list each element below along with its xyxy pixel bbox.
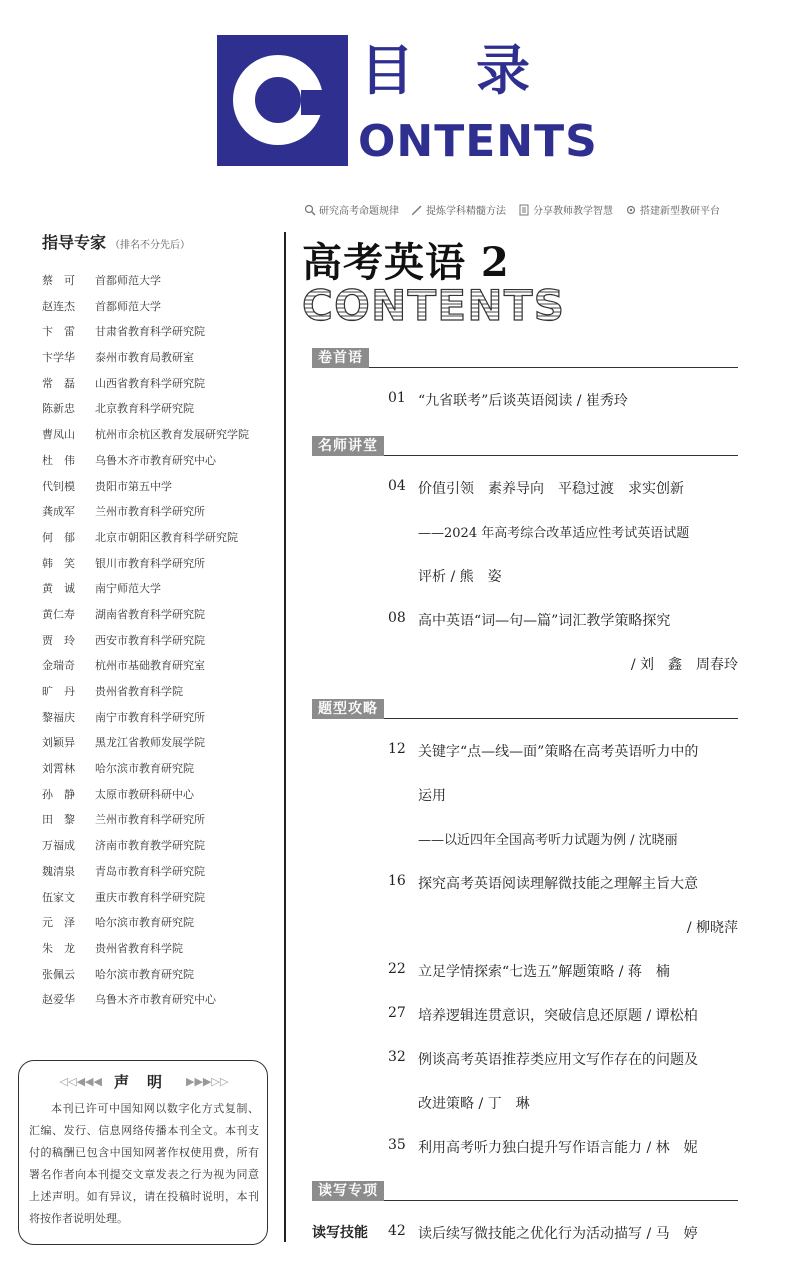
section-header-lecture: 名师讲堂 [312, 435, 738, 456]
statement-text: 本刊已许可中国知网以数字化方式复制、汇编、发行、信息网络传播本刊全文。本刊支付的稿酬已包含中国知网著作权使用费，所有署名作者向本刊提交文章发表之行为视为同意上述声明。如有异议，请在投稿时说明，本刊将按作者说明处理。 [29, 1102, 259, 1225]
expert-row: 田 黎 兰州市教育科学研究所 [42, 813, 205, 827]
document-icon [518, 204, 530, 216]
experts-note: （排名不分先后） [110, 240, 191, 251]
toc-entry-author: / 柳晓萍 [686, 920, 738, 936]
expert-row: 韩 笑 银川市教育科学研究所 [42, 556, 205, 570]
expert-row: 旷 丹 贵州省教育科学院 [42, 685, 183, 698]
experts-list [42, 272, 282, 1017]
tagline-row [304, 202, 720, 217]
tagline-platform: 搭建新型教研平台 [625, 202, 720, 217]
expert-row: 黎福庆 南宁市教育科学研究所 [42, 710, 205, 724]
expert-row: 卞 雷 甘肃省教育科学研究院 [42, 325, 205, 339]
expert-row: 杜 伟 乌鲁木齐市教育研究中心 [42, 453, 216, 467]
magnifier-icon [304, 204, 316, 216]
magazine-title: 高考英语 2 [302, 239, 510, 286]
left-arrows-icon: ◁◁◀◀◀ [59, 1075, 102, 1088]
statement-header [29, 1071, 259, 1092]
expert-row: 卞学华 泰州市教育局教研室 [42, 351, 194, 365]
expert-row: 代钊模 贵阳市第五中学 [42, 479, 172, 493]
statement-box [18, 1060, 268, 1245]
expert-row: 孙 静 太原市教研科研中心 [42, 787, 194, 801]
expert-row: 曹凤山 杭州市余杭区教育发展研究学院 [42, 428, 249, 442]
expert-row: 何 郁 北京市朝阳区教育科学研究院 [42, 530, 238, 544]
section-header-preface: 卷首语 [312, 347, 738, 368]
toc-entry-author: / 刘 鑫 周春玲 [630, 657, 738, 673]
expert-row: 赵爱华 乌鲁木齐市教育研究中心 [42, 993, 216, 1007]
expert-row: 常 磊 山西省教育科学研究院 [42, 376, 205, 390]
expert-row: 刘颖异 黑龙江省教师发展学院 [42, 736, 205, 750]
statement-title: 声明 [113, 1073, 180, 1091]
expert-row: 朱 龙 贵州省教育科学院 [42, 941, 183, 955]
column-divider [284, 232, 286, 1242]
expert-row: 贾 玲 西安市教育科学研究院 [42, 633, 205, 647]
expert-row: 赵连杰 首都师范大学 [42, 299, 161, 313]
expert-row: 金瑞奇 杭州市基础教育研究室 [42, 659, 205, 673]
pen-icon [411, 204, 423, 216]
expert-row: 张佩云 哈尔滨市教育研究院 [42, 967, 194, 981]
expert-row: 刘霄林 哈尔滨市教育研究院 [42, 762, 194, 776]
expert-row: 黄 诚 南宁师范大学 [42, 582, 161, 596]
expert-row: 魏清泉 青岛市教育科学研究院 [42, 864, 205, 878]
subsection-label: 读写技能 [312, 1225, 368, 1241]
expert-row: 陈新忠 北京教育科学研究院 [42, 402, 194, 416]
tagline-share: 分享教师教学智慧 [518, 202, 613, 217]
gear-icon [625, 204, 637, 216]
tagline-refine: 提炼学科精髓方法 [411, 202, 506, 217]
tagline-research: 研究高考命题规律 [304, 202, 399, 217]
page-title-chinese: 目录 [360, 39, 592, 102]
svg-text:CONTENTS: CONTENTS [302, 282, 564, 326]
logo-c-block [217, 35, 348, 166]
section-header-reading-writing: 读写专项 [312, 1180, 738, 1201]
expert-row: 龚成军 兰州市教育科学研究所 [42, 505, 205, 519]
right-arrows-icon: ▶▶▶▷▷ [186, 1075, 229, 1088]
expert-row: 黄仁寿 湖南省教育科学研究院 [42, 607, 205, 621]
experts-heading: 指导专家 （排名不分先后） [42, 233, 191, 252]
expert-row: 蔡 可 首都师范大学 [42, 274, 161, 287]
expert-row: 元 泽 哈尔滨市教育研究院 [42, 916, 194, 930]
expert-row: 万福成 济南市教育教学研究院 [42, 839, 205, 853]
section-header-strategy: 题型攻略 [312, 698, 738, 719]
contents-outline-word [302, 282, 572, 326]
page-title-english: ONTENTS [358, 116, 598, 167]
expert-row: 伍家文 重庆市教育科学研究院 [42, 890, 205, 904]
